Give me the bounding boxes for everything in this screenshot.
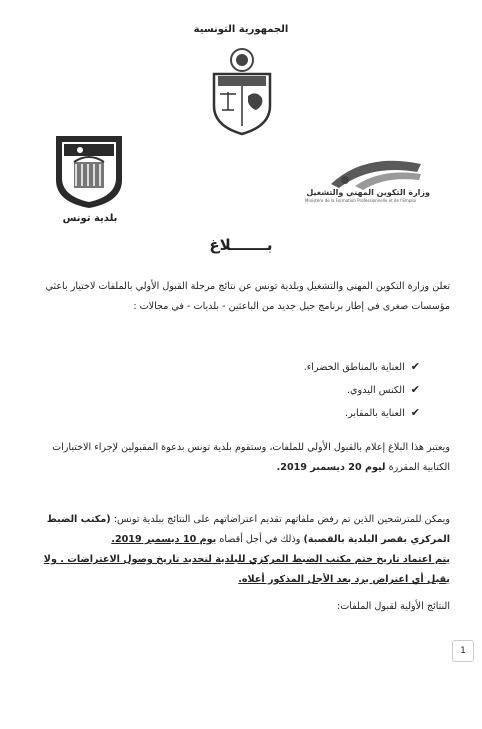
paragraph-announcement: تعلن وزارة التكوين المهني والتشغيل وبلدية تونس عن نتائج مرحلة القبول الأولي بالملفات لاختيار باعثي مؤسسات صغرى في إطار برنامج جيل جديد من الباعثين - بلديات - في مجالات :	[45, 281, 450, 312]
ministry-logo	[325, 150, 425, 192]
document-title: بـــــــلاغ	[209, 236, 273, 254]
check-icon: ✔	[410, 383, 420, 396]
deadline-date: يوم 10 ديسمبر 2019.	[111, 534, 217, 545]
paragraph-results: النتائج الأولية لقبول الملفات:	[337, 601, 450, 612]
exam-date: ليوم 20 ديسمبر 2019.	[276, 462, 386, 473]
municipality-logo	[50, 132, 128, 210]
list-item: ✔الكنس اليدوي.	[200, 379, 420, 402]
office-location: (مكتب الضبط المركزي بقصر البلدية بالقصبة)	[46, 514, 450, 545]
list-item: ✔العناية بالمناطق الخضراء.	[200, 356, 420, 379]
coat-of-arms-logo	[196, 44, 288, 136]
page-number: 1	[452, 640, 474, 662]
municipality-name: بلدية تونس	[62, 213, 118, 224]
paragraph-exam: ويعتبر هذا البلاغ إعلام بالقبول الأولي للملفات، وستقوم بلدية تونس بدعوة المقبولين لإجراء الاختبارات الكتابية المقررة ليوم 20 ديسمبر 2019.	[52, 442, 450, 473]
list-item: ✔العناية بالمقابر.	[200, 402, 420, 425]
republic-header: الجمهورية التونسية	[193, 24, 289, 35]
ministry-name-fr: Ministère de la Formation Professionnelle et de l'Emploi	[305, 198, 417, 203]
objection-notice: يتم اعتماد تاريخ ختم مكتب الضبط المركزي للبلدية لتحديد تاريخ وصول الاعتراضات . ولا يقبل أي اعتراض يرد بعد الأجل المذكور أعلاه.	[43, 554, 450, 585]
ministry-name: وزارة التكوين المهني والتشغيل	[306, 188, 430, 197]
fields-list	[200, 356, 420, 425]
check-icon: ✔	[410, 360, 420, 373]
paragraph-objections: ويمكن للمترشحين الذين تم رفض ملفاتهم تقديم اعتراضاتهم على النتائج ببلدية تونس: (مكتب الضبط المركزي بقصر البلدية بالقصبة) وذلك في أجل أقصاه يوم 10 ديسمبر 2019. يتم اعتماد تاريخ ختم مكتب الضبط المركزي للبلدية لتحديد تاريخ وصول الاعتراضات . ولا يقبل أي اعتراض يرد بعد الأجل المذكور أعلاه.	[43, 514, 450, 585]
check-icon: ✔	[410, 406, 420, 419]
